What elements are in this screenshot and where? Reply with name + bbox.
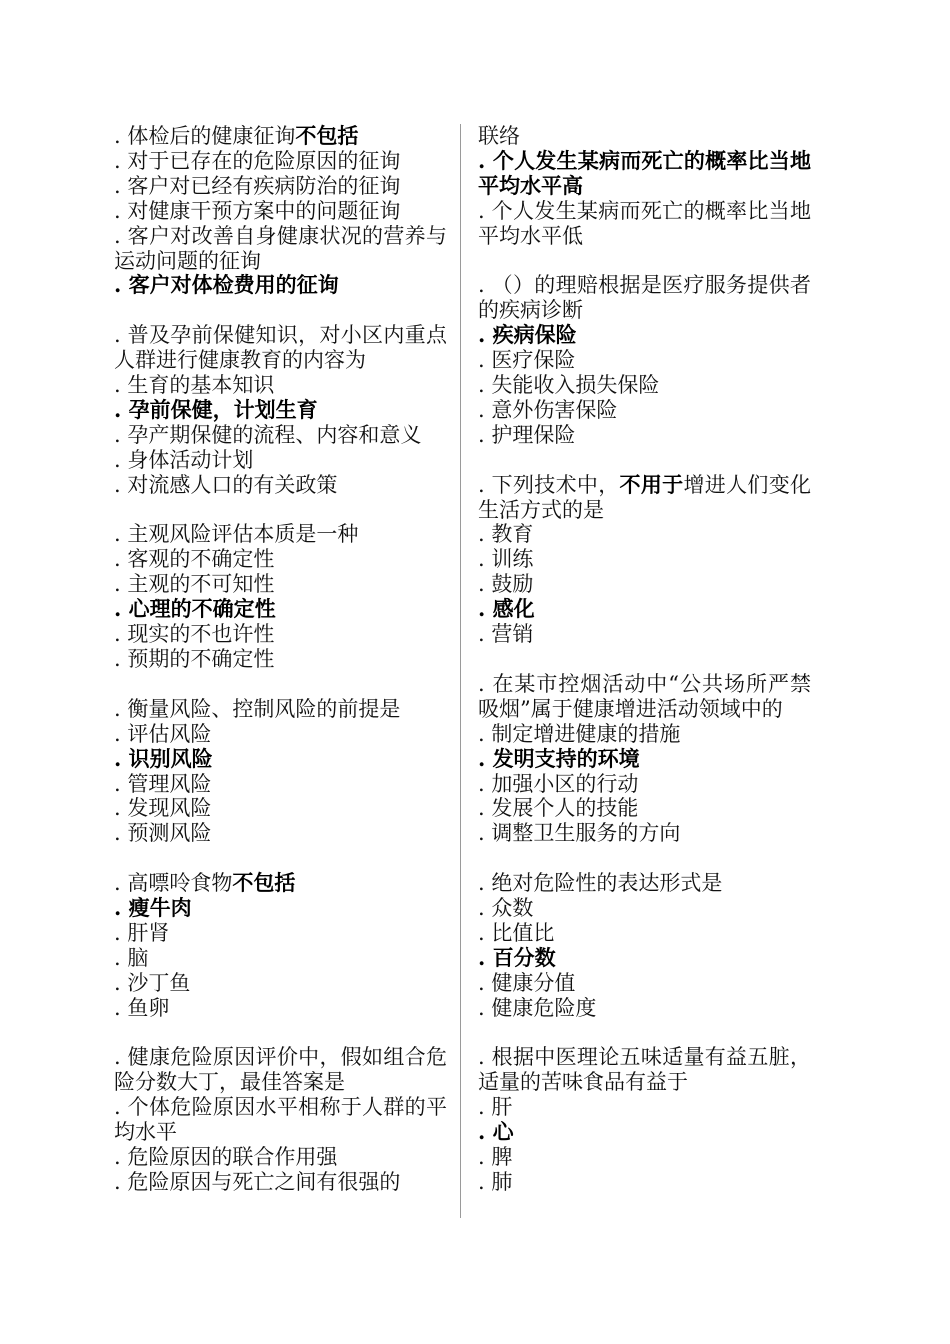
option: . 肝肾 xyxy=(114,920,170,945)
option: . 鱼卵 xyxy=(114,995,170,1020)
option-correct: . 个人发生某病而死亡的概率比当地平均水平高 xyxy=(478,147,811,198)
option: . 评估风险 xyxy=(114,721,212,746)
option: . 身体活动计划 xyxy=(114,447,254,472)
question-stem xyxy=(114,1045,447,1095)
question-block xyxy=(478,124,811,249)
question-stem xyxy=(114,124,447,149)
option: . 肺 xyxy=(478,1169,513,1194)
option-correct: . 瘦牛肉 xyxy=(114,895,192,921)
option: . 教育 xyxy=(478,522,534,547)
question-block xyxy=(114,323,447,497)
option: . 客户对改善自身健康状况的营养与运动问题的征询 xyxy=(114,223,447,273)
option: . 预测风险 xyxy=(114,821,212,846)
stem-text: . 普及孕前保健知识，对小区内重点人群进行健康教育的内容为 xyxy=(114,323,447,373)
question-block xyxy=(478,871,811,1020)
stem-text: . 高嘌呤食物 xyxy=(114,871,233,896)
option: . 调整卫生服务的方向 xyxy=(478,821,681,846)
option: . 现实的不也许性 xyxy=(114,622,275,647)
option: . 比值比 xyxy=(478,920,555,945)
stem-text: . 健康危险原因评价中，假如组合危险分数大丁，最佳答案是 xyxy=(114,1045,447,1095)
question-stem xyxy=(478,672,811,722)
option-correct: . 孕前保健，计划生育 xyxy=(114,396,318,422)
option: . 健康危险度 xyxy=(478,995,597,1020)
question-block xyxy=(478,273,811,447)
stem-emphasis: 不用于 xyxy=(619,471,684,497)
option: . 危险原因的联合作用强 xyxy=(114,1145,338,1170)
option: . 对于已存在的危险原因的征询 xyxy=(114,148,401,173)
option: . 对健康干预方案中的问题征询 xyxy=(114,198,401,223)
left-column xyxy=(114,124,447,1195)
question-stem xyxy=(478,124,811,149)
question-block xyxy=(478,672,811,846)
option: . 管理风险 xyxy=(114,771,212,796)
option-correct: . 心理的不确定性 xyxy=(114,596,276,622)
stem-text: . 绝对危险性的表达形式是 xyxy=(478,871,723,896)
option: . 护理保险 xyxy=(478,422,576,447)
option-correct: . 识别风险 xyxy=(114,745,213,771)
option: . 孕产期保健的流程、内容和意义 xyxy=(114,422,422,447)
option: . 训练 xyxy=(478,547,534,572)
question-stem xyxy=(114,522,447,547)
question-stem xyxy=(478,871,811,896)
option: . 意外伤害保险 xyxy=(478,397,618,422)
option-correct: . 疾病保险 xyxy=(478,322,577,348)
stem-text: . （）的理赔根据是医疗服务提供者的疾病诊断 xyxy=(478,273,811,323)
option: . 加强小区的行动 xyxy=(478,771,639,796)
option: . 发展个人的技能 xyxy=(478,796,639,821)
option: . 主观的不可知性 xyxy=(114,572,275,597)
option: . 对流感人口的有关政策 xyxy=(114,472,338,497)
option: . 医疗保险 xyxy=(478,348,576,373)
stem-text: . 在某市控烟活动中“公共场所严禁吸烟”属于健康增进活动领域中的 xyxy=(478,671,811,721)
question-stem xyxy=(478,1045,811,1095)
question-stem xyxy=(478,273,811,323)
option: . 预期的不确定性 xyxy=(114,647,275,671)
option-correct: . 百分数 xyxy=(478,944,556,970)
option: . 制定增进健康的措施 xyxy=(478,721,681,746)
option: . 失能收入损失保险 xyxy=(478,373,660,398)
question-block xyxy=(114,124,447,298)
question-block xyxy=(478,1045,811,1194)
question-block xyxy=(114,1045,447,1194)
option: . 鼓励 xyxy=(478,572,534,597)
option-correct: . 心 xyxy=(478,1119,514,1145)
right-column xyxy=(478,124,811,1195)
option: . 脾 xyxy=(478,1145,513,1170)
option: . 肝 xyxy=(478,1095,513,1120)
question-stem xyxy=(114,697,447,722)
question-stem xyxy=(478,473,811,523)
question-block xyxy=(114,697,447,846)
option-correct: . 客户对体检费用的征询 xyxy=(114,272,339,298)
option: . 脑 xyxy=(114,945,149,970)
stem-text: . 根据中医理论五味适量有益五脏，适量的苦味食品有益于 xyxy=(478,1045,811,1095)
question-stem xyxy=(114,323,447,373)
option: . 客户对已经有疾病防治的征询 xyxy=(114,173,401,198)
stem-emphasis: 不包括 xyxy=(295,123,359,148)
option: . 客观的不确定性 xyxy=(114,547,275,572)
option: . 危险原因与死亡之间有很强的 xyxy=(114,1169,401,1194)
option: . 个体危险原因水平相称于人群的平均水平 xyxy=(114,1095,447,1145)
question-block xyxy=(114,871,447,1020)
question-stem xyxy=(114,871,447,896)
option-correct: . 发明支持的环境 xyxy=(478,745,640,771)
stem-emphasis: 不包括 xyxy=(232,870,296,896)
option: . 众数 xyxy=(478,896,534,921)
option: . 生育的基本知识 xyxy=(114,373,275,398)
stem-text: . 体检后的健康征询 xyxy=(114,124,296,148)
option: . 沙丁鱼 xyxy=(114,970,191,995)
stem-text: . 衡量风险、控制风险的前提是 xyxy=(114,696,401,721)
option: . 健康分值 xyxy=(478,970,576,995)
option: . 个人发生某病而死亡的概率比当地平均水平低 xyxy=(478,198,811,248)
option: . 营销 xyxy=(478,622,534,647)
option-correct: . 感化 xyxy=(478,596,535,622)
stem-text: . 主观风险评估本质是一种 xyxy=(114,522,359,547)
question-block xyxy=(114,522,447,671)
question-block xyxy=(478,473,811,647)
option: . 发现风险 xyxy=(114,796,212,821)
stem-text: 增进人们变化生活方式的是 xyxy=(478,472,812,522)
column-divider xyxy=(460,124,461,1218)
stem-text: 联络 xyxy=(478,124,520,148)
stem-text: . 下列技术中， xyxy=(478,472,620,497)
